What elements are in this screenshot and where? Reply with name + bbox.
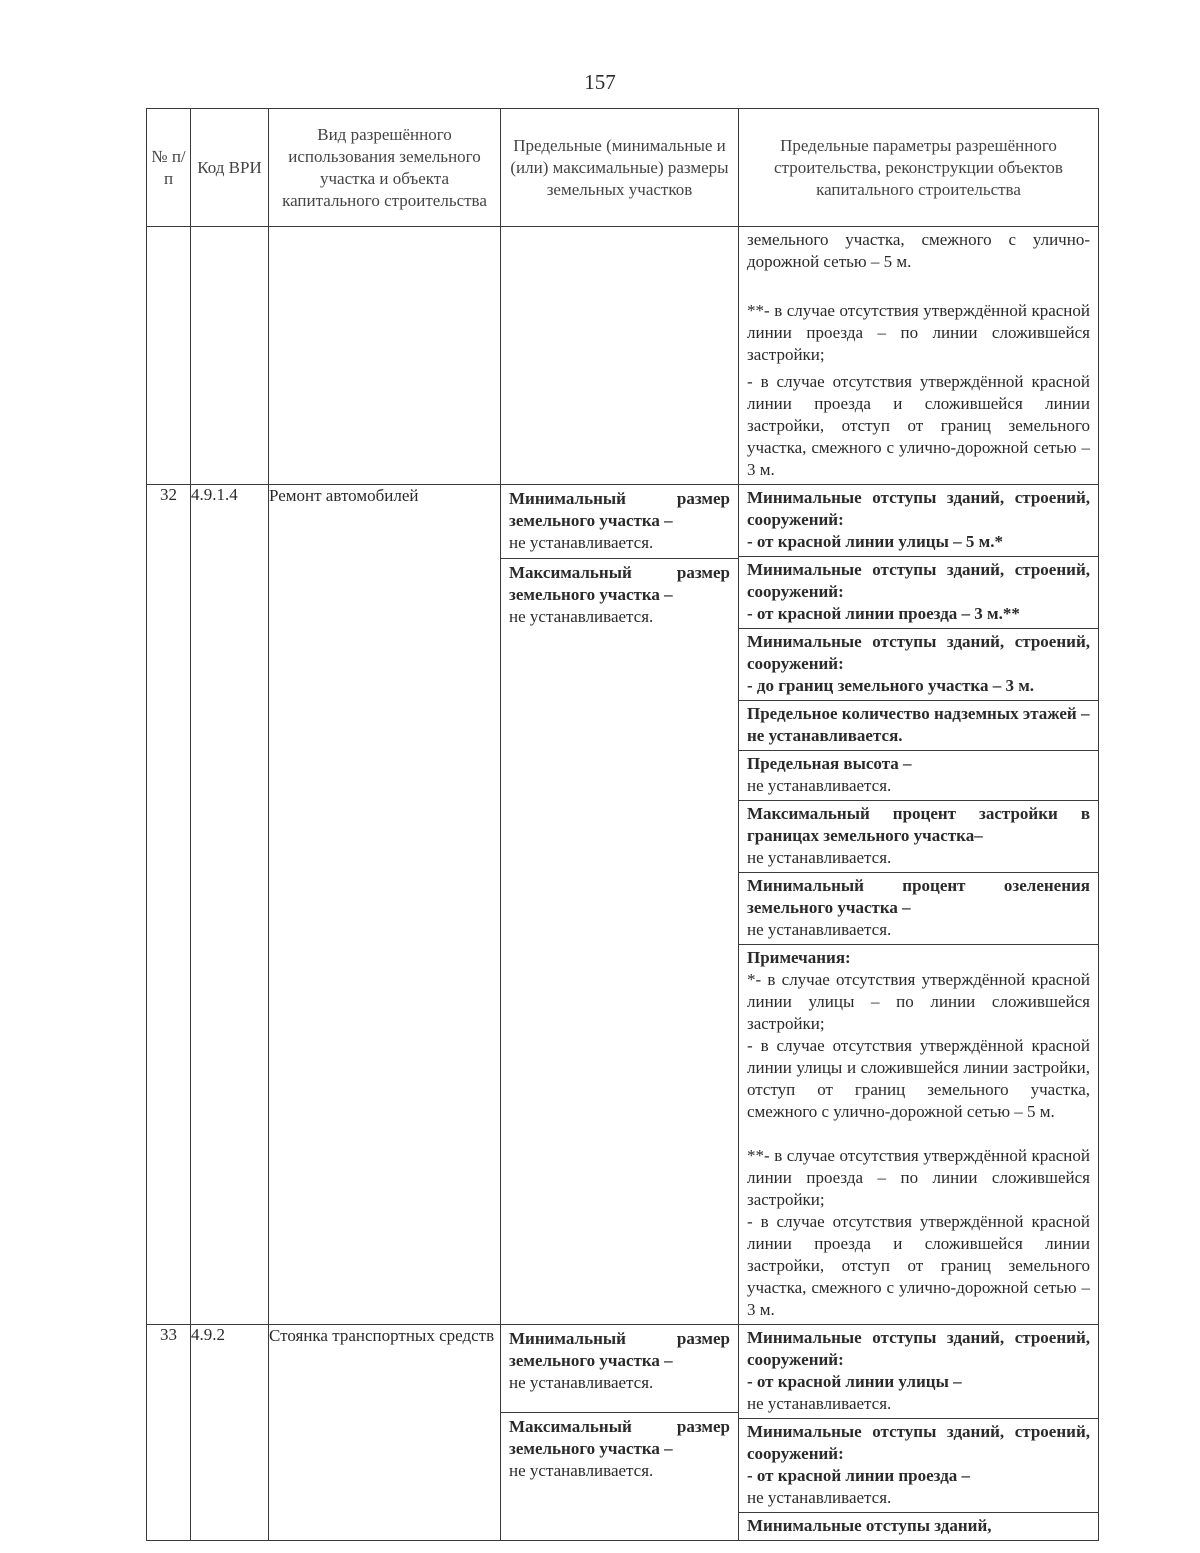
row-number: 33 [147,1325,191,1541]
note-line: - в случае отсутствия утверждённой красной линии улицы и сложившейся линии застройки, отступ от границ земельного участка, смежного с улично-дорожной сетью – 5 м. [747,1036,1090,1121]
row-use-name: Стоянка транспортных средств [269,1325,501,1541]
size-title: Минимальный размер земельного участка – [509,1329,730,1370]
note-line: **- в случае отсутствия утверждённой красной линии проезда – по линии сложившейся застройки; [747,1146,1090,1209]
param-block [739,1419,1098,1513]
size-title: Максимальный размер земельного участка – [509,563,730,604]
param-title: Минимальные отступы зданий, [747,1516,992,1535]
param-block [739,485,1098,557]
param-value: - от красной линии улицы – [747,1372,962,1391]
header-use-type: Вид разрешённого использования земельного участка и объекта капитального строительства [269,109,501,227]
param-block [739,629,1098,701]
row-params [739,1325,1099,1541]
continuation-cell [739,227,1099,485]
param-block [739,873,1098,945]
param-value: - от красной линии проезда – 3 м.** [747,604,1020,623]
notes-block [739,945,1098,1324]
header-number: № п/п [147,109,191,227]
row-params [739,485,1099,1325]
table-row [147,227,1099,485]
regulations-table [146,108,1099,1541]
param-value: не устанавливается. [747,776,892,795]
row-use-name: Ремонт автомобилей [269,485,501,1325]
param-block [739,801,1098,873]
size-title: Минимальный размер земельного участка – [509,489,730,530]
size-block [501,1413,738,1486]
param-value-2: не устанавливается. [747,1394,892,1413]
param-title: Минимальный процент озеленения земельного участка – [747,876,1090,917]
row-sizes [501,485,739,1325]
size-value: не устанавливается. [509,533,654,552]
param-block [739,1325,1098,1419]
param-title: Минимальные отступы зданий, строений, сооружений: [747,1422,1090,1463]
header-construction-params: Предельные параметры разрешённого строительства, реконструкции объектов капитального строительства [739,109,1099,227]
param-value: не устанавливается. [747,848,892,867]
param-title: Минимальные отступы зданий, строений, сооружений: [747,488,1090,529]
table-row [147,1325,1099,1541]
header-plot-sizes: Предельные (минимальные и (или) максимальные) размеры земельных участков [501,109,739,227]
notes-title: Примечания: [747,948,851,967]
param-block [739,557,1098,629]
param-title: Предельное количество надземных этажей – [747,704,1090,723]
size-value: не устанавливается. [509,1461,654,1480]
param-title: Минимальные отступы зданий, строений, сооружений: [747,1328,1090,1369]
param-block [739,701,1098,751]
row-sizes [501,1325,739,1541]
continuation-line: земельного участка, смежного с улично-дорожной сетью – 5 м. [747,230,1090,271]
row-number: 32 [147,485,191,1325]
continuation-line: - в случае отсутствия утверждённой красной линии проезда и сложившейся линии застройки, отступ от границ земельного участка, смежного с улично-дорожной сетью – 3 м. [747,372,1090,479]
size-block [501,485,738,559]
param-value: - от красной линии проезда – [747,1466,971,1485]
page-number: 157 [584,70,616,94]
param-value: - до границ земельного участка – 3 м. [747,676,1035,695]
header-code: Код ВРИ [191,109,269,227]
param-block [739,751,1098,801]
row-code: 4.9.1.4 [191,485,269,1325]
size-block [501,1325,738,1413]
row-code: 4.9.2 [191,1325,269,1541]
size-value: не устанавливается. [509,607,654,626]
size-block [501,559,738,632]
size-value: не устанавливается. [509,1373,654,1392]
param-title: Предельная высота – [747,754,912,773]
param-block [739,1513,1098,1540]
note-line: - в случае отсутствия утверждённой красной линии проезда и сложившейся линии застройки, отступ от границ земельного участка, смежного с улично-дорожной сетью – 3 м. [747,1212,1090,1319]
param-title: Максимальный процент застройки в границах земельного участка– [747,804,1090,845]
param-value: не устанавливается. [747,920,892,939]
param-value: не устанавливается. [747,726,903,745]
continuation-line: **- в случае отсутствия утверждённой красной линии проезда – по линии сложившейся застройки; [747,301,1090,364]
size-title: Максимальный размер земельного участка – [509,1417,730,1458]
param-value-2: не устанавливается. [747,1488,892,1507]
param-title: Минимальные отступы зданий, строений, сооружений: [747,632,1090,673]
note-line: *- в случае отсутствия утверждённой красной линии улицы – по линии сложившейся застройки; [747,970,1090,1033]
table-header-row [147,109,1099,227]
param-value: - от красной линии улицы – 5 м.* [747,532,1003,551]
table-row [147,485,1099,1325]
param-title: Минимальные отступы зданий, строений, сооружений: [747,560,1090,601]
